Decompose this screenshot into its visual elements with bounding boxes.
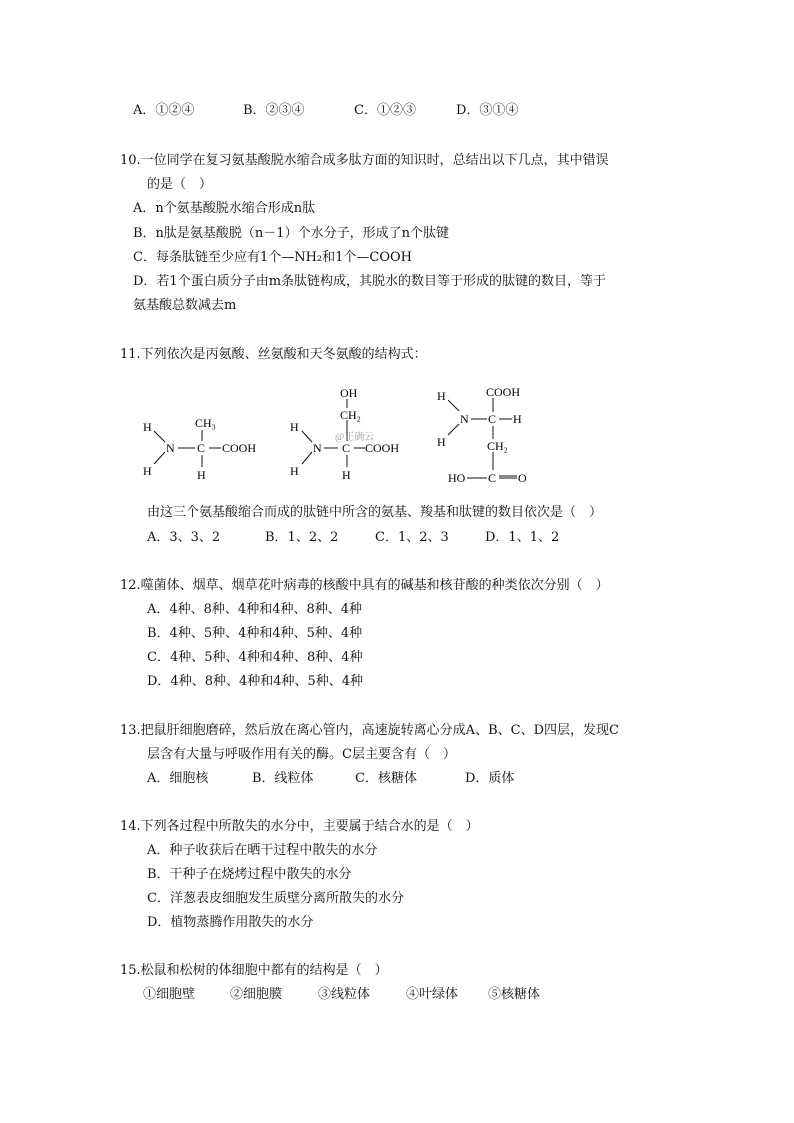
q13-stem-line2: 层含有大量与呼吸作用有关的酶。C层主要含有（ ） bbox=[147, 747, 456, 762]
aspartic-ho: HO bbox=[448, 471, 466, 485]
alanine-h-alpha: H bbox=[197, 468, 206, 482]
aspartic-ch2: CH₂ bbox=[487, 439, 508, 453]
q15-item-2: ②细胞膜 bbox=[230, 987, 283, 1002]
q12-option-d: D．4种、8种、4种和4种、5种、4种 bbox=[147, 674, 364, 689]
q15-item-4: ④叶绿体 bbox=[406, 987, 459, 1002]
alanine-structure bbox=[154, 430, 221, 467]
aspartic-n: N bbox=[460, 412, 469, 426]
q13-option-b: B．线粒体 bbox=[252, 771, 314, 786]
aspartic-h-top: H bbox=[437, 389, 446, 403]
q13-options bbox=[147, 770, 514, 788]
q12-stem: 12.噬菌体、烟草、烟草花叶病毒的核酸中具有的碱基和核苷酸的种类依次分别（ ） bbox=[120, 578, 609, 593]
q11-options bbox=[147, 529, 559, 547]
q9-options bbox=[133, 102, 518, 120]
aspartic-c: C bbox=[488, 412, 497, 426]
alanine-c: C bbox=[197, 441, 206, 455]
q13-option-c: C．核糖体 bbox=[355, 771, 417, 786]
aspartic-c-carboxyl: C bbox=[488, 471, 497, 485]
alanine-ch3: CH₃ bbox=[195, 416, 216, 430]
q11-option-d: D．1、1、2 bbox=[485, 530, 560, 545]
q10-option-a: A．n个氨基酸脱水缩合形成n肽 bbox=[133, 201, 316, 216]
q11-option-a: A．3、3、2 bbox=[147, 530, 221, 545]
q14-option-b: B．干种子在烧烤过程中散失的水分 bbox=[147, 867, 352, 882]
aspartic-h-alpha: H bbox=[513, 412, 522, 426]
q15-item-5: ⑤核糖体 bbox=[488, 987, 541, 1002]
serine-h-alpha: H bbox=[342, 468, 351, 482]
q13-option-a: A．细胞核 bbox=[147, 771, 209, 786]
aspartic-acid-structure bbox=[448, 398, 517, 478]
alanine-n: N bbox=[166, 441, 175, 455]
serine-cooh: COOH bbox=[365, 441, 400, 455]
q11-option-b: B．1、2、2 bbox=[265, 530, 339, 545]
q9-option-b: B．②③④ bbox=[243, 103, 305, 118]
q10-option-b: B．n肽是氨基酸脱（n－1）个水分子，形成了n个肽键 bbox=[133, 226, 449, 241]
q9-option-d: D．③①④ bbox=[456, 103, 519, 118]
q10-option-c: C．每条肽链至少应有1个—NH₂和1个—COOH bbox=[133, 250, 413, 265]
aspartic-h-bottom: H bbox=[437, 435, 446, 449]
q13-option-d: D．质体 bbox=[465, 771, 515, 786]
q10-option-d-line2: 氨基酸总数减去m bbox=[133, 298, 237, 313]
aspartic-o: O bbox=[518, 471, 527, 485]
alanine-cooh: COOH bbox=[222, 441, 257, 455]
q9-option-a: A．①②④ bbox=[133, 103, 195, 118]
q15-items bbox=[143, 986, 540, 1004]
alanine-h-bottom: H bbox=[143, 464, 152, 478]
q14-option-c: C．洋葱表皮细胞发生质壁分离所散失的水分 bbox=[147, 891, 404, 906]
q15-item-3: ③线粒体 bbox=[318, 987, 371, 1002]
serine-n: N bbox=[313, 441, 322, 455]
q15-stem: 15.松鼠和松树的体细胞中都有的结构是（ ） bbox=[120, 963, 388, 978]
q12-option-a: A．4种、8种、4种和4种、8种、4种 bbox=[147, 602, 363, 617]
amino-acid-structures bbox=[135, 382, 575, 494]
q9-option-c: C．①②③ bbox=[354, 103, 416, 118]
watermark: @正确云 bbox=[335, 432, 375, 443]
serine-c: C bbox=[342, 441, 351, 455]
alanine-h-top: H bbox=[143, 420, 152, 434]
q15-item-1: ①细胞壁 bbox=[143, 987, 196, 1002]
q10-stem-line1: 10.一位同学在复习氨基酸脱水缩合成多肽方面的知识时，总结出以下几点，其中错误 bbox=[120, 153, 609, 168]
q14-stem: 14.下列各过程中所散失的水分中，主要属于结合水的是（ ） bbox=[120, 819, 479, 834]
serine-ch2: CH₂ bbox=[340, 408, 361, 422]
q12-option-c: C．4种、5种、4种和4种、8种、4种 bbox=[147, 650, 363, 665]
q10-stem-line2: 的是（ ） bbox=[147, 177, 213, 192]
serine-h-top: H bbox=[290, 420, 299, 434]
serine-oh: OH bbox=[340, 386, 358, 400]
q10-option-d-line1: D．若1个蛋白质分子由m条肽链构成，其脱水的数目等于形成的肽键的数目，等于 bbox=[133, 274, 607, 289]
q13-stem-line1: 13.把鼠肝细胞磨碎，然后放在离心管内，高速旋转离心分成A、B、C、D四层，发现C bbox=[120, 723, 619, 738]
q14-option-a: A．种子收获后在晒干过程中散失的水分 bbox=[147, 843, 378, 858]
q11-option-c: C．1、2、3 bbox=[375, 530, 449, 545]
aspartic-cooh: COOH bbox=[486, 385, 521, 399]
q12-option-b: B．4种、5种、4种和4种、5种、4种 bbox=[147, 626, 363, 641]
q14-option-d: D．植物蒸腾作用散失的水分 bbox=[147, 915, 314, 930]
serine-h-bottom: H bbox=[290, 464, 299, 478]
q11-stem: 11.下列依次是丙氨酸、丝氨酸和天冬氨酸的结构式： bbox=[120, 347, 427, 362]
q11-question: 由这三个氨基酸缩合而成的肽链中所含的氨基、羧基和肽键的数目依次是（ ） bbox=[147, 505, 603, 520]
